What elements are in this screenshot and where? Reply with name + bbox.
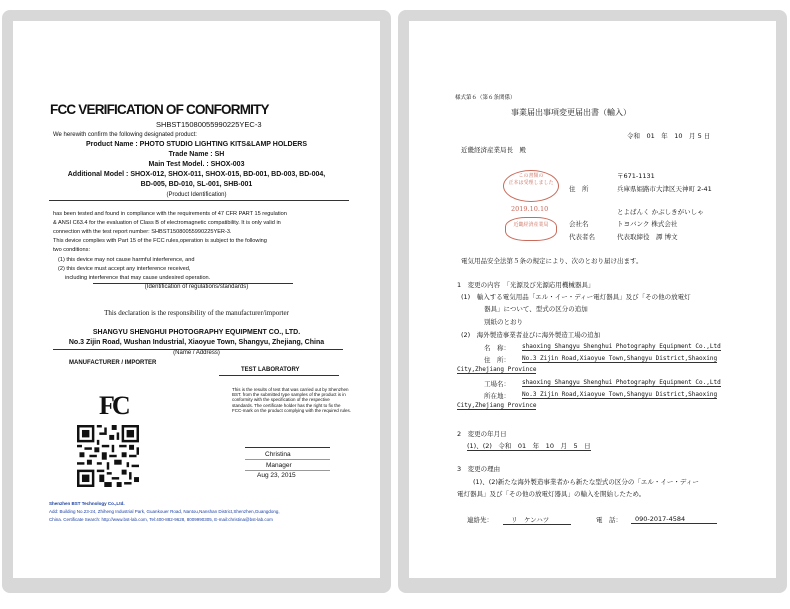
fcc-paragraph-line: two conditions: [53,247,91,253]
fcc-additional-models: Additional Model : SHOX-012, SHOX-011, SHOX-015, BD-001, BD-003, BD-004, [67,171,326,178]
item1-sub1-note: 別紙のとおり [484,318,523,326]
fcc-name-address-label: (Name / Address) [173,350,220,356]
fcc-declaration: This declaration is the responsibility of the manufacturer/importer [104,309,289,317]
received-stamp-icon [503,170,559,202]
fcc-manufacturer-label: MANUFACTURER / IMPORTER [69,360,157,366]
fcc-paragraph-line: This device complies with Part 15 of the FCC rules,operation is subject to the following [53,238,267,244]
change-date: (1)、(2) 令和 01 年 10 月 5 日 [467,442,591,450]
signature-line [245,447,330,448]
factory-name: shaoxing Shangyu Shenghui Photography Equipment Co.,Ltd [522,379,721,386]
bureau-stamp-icon [505,217,557,241]
fcc-main-model: Main Test Model. : SHOX-003 [148,161,245,168]
postal-code: 〒671-1131 [617,172,655,180]
footer-address: Add: Building No.23-24, Zhiheng Industrial Park, Guankouer Road, Nantou,Nanshan District,Shenzhen,Guangdong, [49,509,280,514]
fcc-manufacturer-address: No.3 Zijin Road, Wushan Industrial, Xiaoyue Town, Shangyu, Zhejiang, China [68,339,325,346]
fcc-trade-name: Trade Name : SH [168,151,225,158]
signature-line [245,470,330,471]
fcc-condition: including interference that may cause undesired operation. [65,275,211,281]
representative-name: 代表取締役 譚 博文 [617,233,678,241]
fcc-paragraph-line: & ANSI C63.4 for the evaluation of Class B of electromagnetic compatibility. It is only valid in [53,220,281,226]
stamp-date: 2019.10.10 [511,205,549,213]
maker-address: No.3 Zijin Road,Xiaoyue Town,Shangyu District,Shaoxing [522,355,718,362]
fcc-logo-icon: FC [99,391,128,420]
fcc-manufacturer-company: SHANGYU SHENGHUI PHOTOGRAPHY EQUIPMENT CO., LTD. [92,329,301,336]
form-title: 事業届出事項変更届出書（輸入） [511,108,631,117]
maker-address-label: 住 所： [484,356,510,364]
item1-sub2: (2) 海外製造事業者並びに海外製造工場の追加 [461,331,601,339]
company-name: トヨバンク 株式会社 [617,220,678,228]
fcc-lab-label: TEST LABORATORY [241,367,300,373]
fcc-title: FCC VERIFICATION OF CONFORMITY [50,102,269,117]
divider [219,375,339,376]
contact-label: 連絡先： [467,516,493,524]
maker-address-cont: City,Zhejiang Province [457,366,537,373]
signer-name: Christina [265,451,291,458]
contact-name: リ ケンハツ [503,515,571,525]
footer-company: Shenzhen BST Technology Co.,Ltd. [49,501,125,506]
right-document-panel [398,10,787,593]
factory-location-cont: City,Zhejiang Province [457,402,537,409]
factory-name-label: 工場名： [484,380,510,388]
stamp-text: 近畿経済産業局 [513,222,549,228]
phone-number: 090-2017-4584 [631,515,717,524]
form-label: 様式第６（第６条関係） [455,95,516,101]
sign-date: Aug 23, 2015 [257,472,296,479]
addressee: 近畿経済産業局長 殿 [461,146,526,154]
applicant-address: 兵庫県姫路市大津区天神町 2-41 [617,185,712,193]
fcc-condition: (1) this device may not cause harmful interference, and [58,257,195,263]
phone-label: 電 話： [596,516,622,524]
representative-label: 代表者名 [569,233,595,241]
item1-sub1: (1) 輸入する電気用品「エル・イー・ディー電灯器具」及び「その他の放電灯 [461,293,691,301]
fcc-intro: We herewith confirm the following designated product: [53,132,197,138]
fcc-product-id-label: (Product Identification) [166,192,227,198]
fcc-condition: (2) this device must accept any interference received, [58,266,191,272]
address-label: 住 所 [569,185,589,193]
change-reason-cont: 電灯器具」及び「その他の放電灯器具」の輸入を開始したため。 [457,490,646,498]
qr-code-icon [77,425,139,487]
stamp-text: 正本は受理しました [508,179,554,186]
fcc-certificate [13,21,380,578]
left-document-panel [2,10,391,593]
company-kana: とよばんく かぶしきがいしゃ [617,208,704,216]
fcc-additional-models-cont: BD-005, BD-010, SL-001, SHB-001 [140,181,253,188]
stamp-text: この書類の [518,173,544,179]
japanese-notification-form [409,21,776,578]
fcc-regulations-label: (Identification of regulations/standards) [144,284,249,290]
fcc-lab-text: This is the results of test that was carried out by Shenzhen BST. from the submitted type samples of the product is in conformity with the specification of the respective standards. The certificate holder has the right to fix the FCC-mark on the product complying with the required rules. [232,387,352,413]
divider [49,200,349,201]
company-label: 会社名 [569,220,589,228]
factory-location-label: 所在地： [484,392,510,400]
signer-title: Manager [266,462,292,469]
factory-location: No.3 Zijin Road,Xiaoyue Town,Shangyu District,Shaoxing [522,391,718,398]
item1-sub1-cont: 器具」について、型式の区分の追加 [484,305,588,313]
form-date: 令和 01 年 10 月 5 日 [627,132,711,140]
item1-heading: 1 変更の内容 「光源及び光源応用機械器具」 [457,281,595,289]
maker-name: shaoxing Shangyu Shenghui Photography Equipment Co.,Ltd [522,343,721,350]
fcc-paragraph-line: has been tested and found in compliance with the requirements of 47 CFR PART 15 regulation [53,211,287,217]
change-reason: (1)、(2)新たな海外製造事業者から新たな型式の区分の「エル・イー・ディー [473,478,699,486]
fcc-product-name: Product Name : PHOTO STUDIO LIGHTING KITS&LAMP HOLDERS [85,141,308,148]
footer-contact: China. Certificate Search: http://www.bst-lab.com, Tel:400-882-9628, 8009990305, E-mail:christina@bst-lab.com [49,517,273,522]
item2-heading: 2 変更の年月日 [457,430,507,438]
statement: 電気用品安全法第５条の規定により、次のとおり届け出ます。 [461,257,643,265]
item3-heading: 3 変更の理由 [457,465,501,473]
signature-line [245,459,330,460]
maker-name-label: 名 称： [484,344,510,352]
fcc-paragraph-line: connection with the test report number: SHBST15080055990225YER-3. [53,229,232,235]
fcc-reference-number: SHBST15080055990225YEC-3 [156,120,262,129]
